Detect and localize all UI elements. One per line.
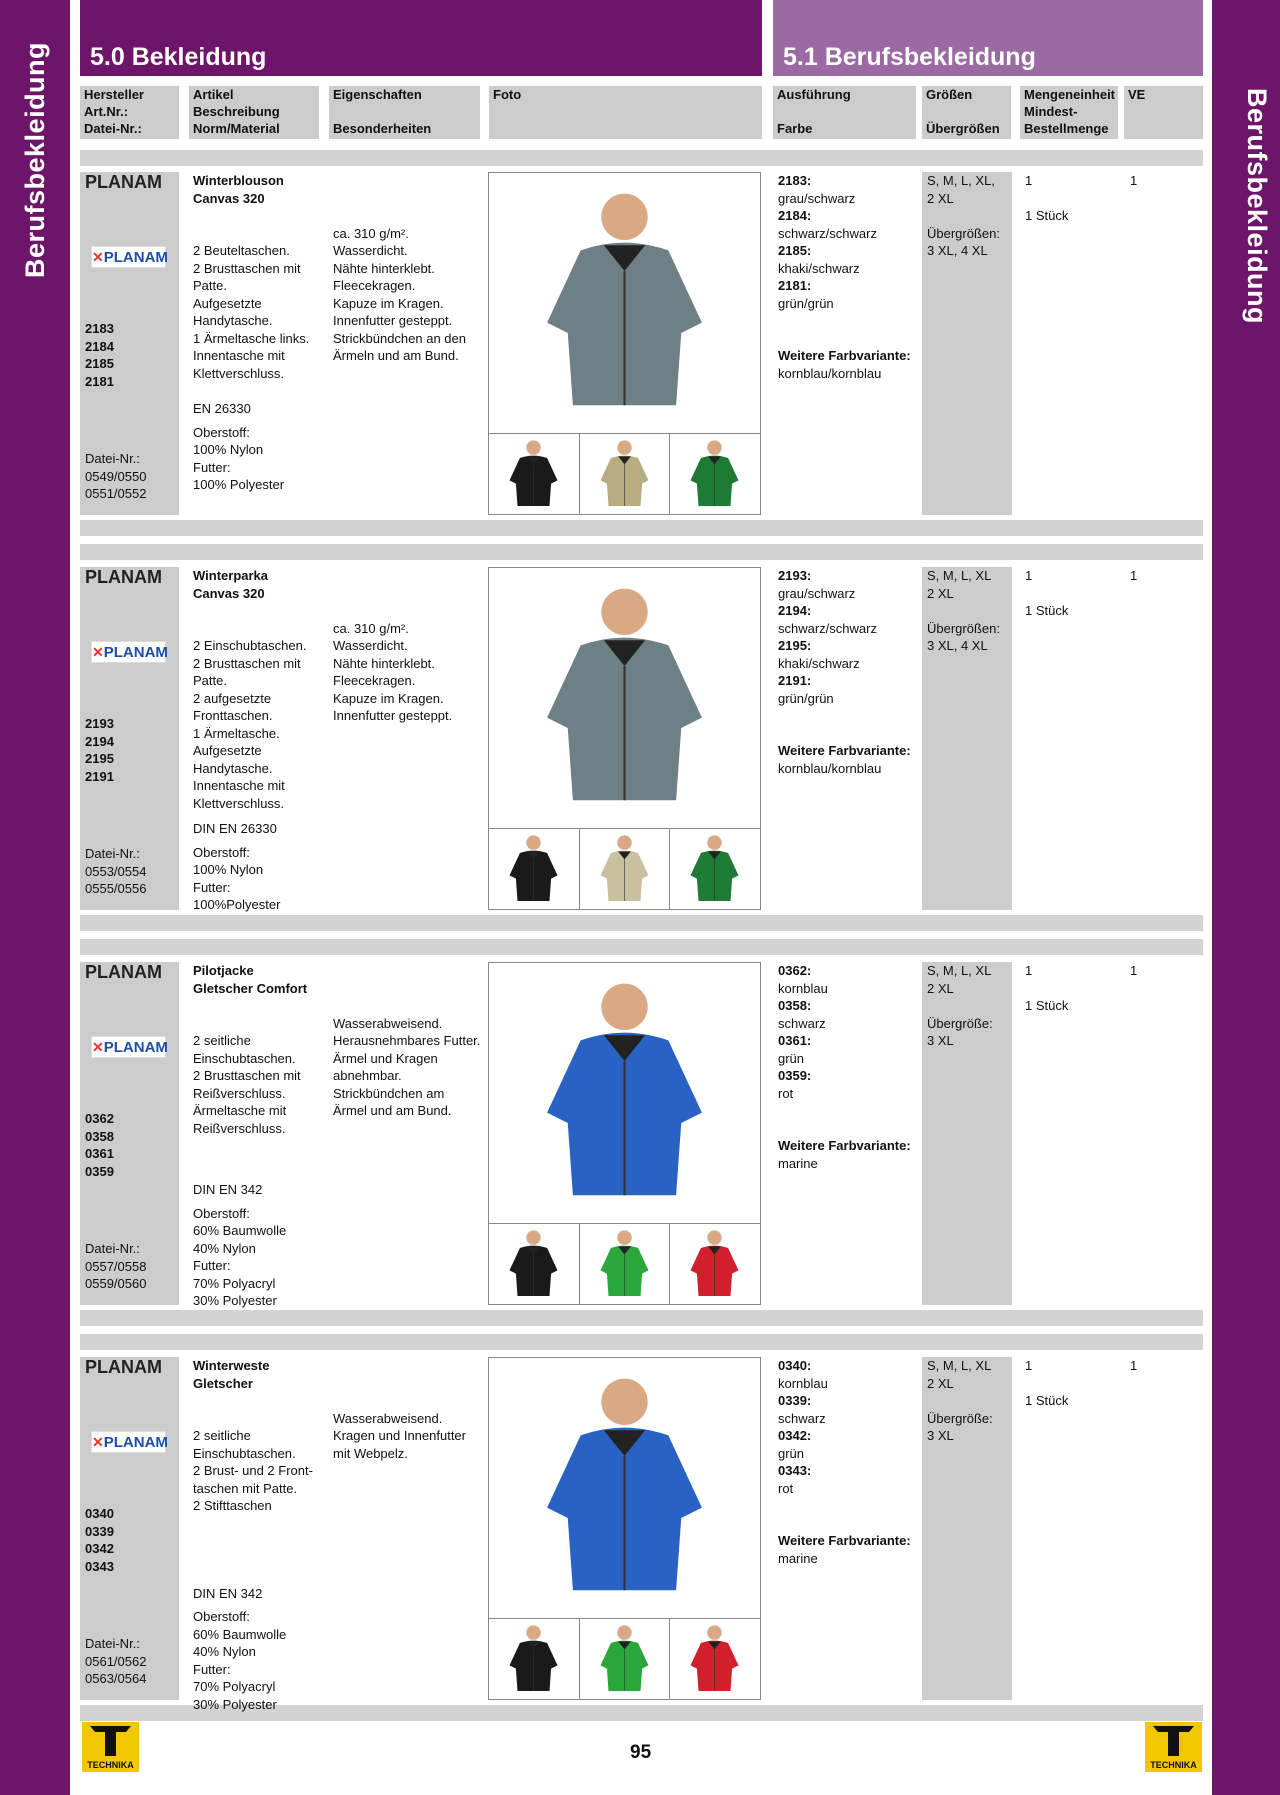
article-number: 0339 [85, 1523, 114, 1539]
right-side-band [1212, 0, 1280, 1795]
size-line: 2 XL [927, 585, 954, 601]
oversize-value: 3 XL, 4 XL [927, 243, 988, 258]
variant-color: schwarz/schwarz [778, 620, 877, 636]
property-line: Wasserabweisend. [333, 1015, 443, 1031]
property-line: Nähte hinterklebt. [333, 655, 435, 671]
main-product-image[interactable] [489, 173, 760, 433]
product-title-line: Canvas 320 [193, 190, 265, 206]
file-numbers [85, 450, 146, 503]
material-line: 70% Polyacryl [193, 1275, 276, 1291]
article-number: 0361 [85, 1146, 114, 1161]
file-number: 0563/0564 [85, 1671, 147, 1686]
property-line: Nähte hinterklebt. [333, 260, 435, 276]
thumbnail-image[interactable] [489, 1224, 580, 1305]
property-line: Wasserabweisend. [333, 1410, 443, 1426]
variants-cell [778, 172, 918, 382]
side-label-left: Berufsbekleidung [20, 41, 50, 278]
color-thumbnails [489, 828, 760, 910]
property-line: Wasserdicht. [333, 638, 408, 653]
oversize-value: 3 XL [927, 1428, 954, 1443]
thumbnail-image[interactable] [580, 1619, 671, 1700]
article-number: 2183 [85, 321, 114, 336]
description-cell [193, 962, 328, 1310]
property-line: Herausnehmbares Futter. [333, 1033, 481, 1048]
sizes-cell [922, 1357, 1012, 1700]
divider [80, 544, 1203, 560]
thumbnail-image[interactable] [670, 1619, 760, 1700]
variant-color: grau/schwarz [778, 585, 856, 601]
norm: DIN EN 342 [193, 1182, 263, 1197]
header-hersteller: Hersteller Art.Nr.: Datei-Nr.: [80, 86, 179, 139]
section-title-left: 5.0 Bekleidung [80, 0, 762, 76]
article-number: 2195 [85, 751, 114, 766]
planam-logo: ✕PLANAM [91, 246, 166, 268]
variant-code: 2181: [778, 278, 812, 293]
material-line: 70% Polyacryl [193, 1679, 276, 1694]
variant-code: 0343: [778, 1463, 812, 1478]
product-title [193, 1357, 328, 1392]
min-order: 1 Stück [1025, 208, 1069, 223]
thumbnail-image[interactable] [670, 1224, 760, 1305]
file-number: 0559/0560 [85, 1276, 147, 1291]
file-numbers [85, 1635, 146, 1688]
feature-line: 2 Beuteltaschen. [193, 243, 290, 258]
more-variants-label: Weitere Farbvariante: [778, 348, 911, 363]
product-title-line: Winterblouson [193, 173, 284, 188]
property-line: Innenfutter gesteppt. [333, 313, 453, 328]
material-line: 30% Polyester [193, 1293, 277, 1308]
ve-value: 1 [1130, 173, 1138, 188]
file-number: 0561/0562 [85, 1653, 147, 1669]
feature-line: 2 Brusttaschen mit [193, 655, 301, 671]
more-variants-value: kornblau/kornblau [778, 365, 882, 381]
file-numbers [85, 1240, 146, 1293]
ve-value: 1 [1130, 1358, 1138, 1373]
article-number: 0340 [85, 1506, 114, 1521]
property-line: mit Webpelz. [333, 1445, 408, 1461]
product-title-line: Winterparka [193, 568, 269, 583]
material-line: Oberstoff: [193, 1609, 250, 1624]
technika-logo-right: TECHNIKA [1145, 1722, 1202, 1772]
variant-code: 2183: [778, 173, 812, 188]
feature-line: 1 Ärmeltasche. [193, 725, 280, 741]
ve-value: 1 [1130, 568, 1138, 583]
feature-line: 2 aufgesetzte [193, 690, 272, 706]
oversize-value: 3 XL, 4 XL [927, 638, 988, 653]
variant-color: schwarz/schwarz [778, 225, 877, 241]
feature-line: Handytasche. [193, 760, 273, 776]
property-line: Fleecekragen. [333, 673, 416, 688]
divider [80, 939, 1203, 955]
oversize-value: 3 XL [927, 1033, 954, 1048]
variant-code: 0340: [778, 1358, 812, 1373]
color-thumbnails [489, 433, 760, 515]
variant-color: rot [778, 1480, 794, 1496]
more-variants-value: marine [778, 1155, 818, 1171]
feature-line: Aufgesetzte [193, 295, 262, 311]
sizes-cell [922, 567, 1012, 910]
variant-color: kornblau [778, 1375, 828, 1391]
color-thumbnails [489, 1618, 760, 1700]
header-foto: Foto [489, 86, 762, 139]
unit-cell [1025, 962, 1125, 1015]
ve-cell [1130, 172, 1170, 190]
variant-color: schwarz [778, 1410, 826, 1426]
technika-logo-left: TECHNIKA [82, 1722, 139, 1772]
article-numbers [85, 1110, 114, 1180]
material-line: 30% Polyester [193, 1696, 277, 1712]
feature-line: 1 Ärmeltasche links. [193, 330, 310, 346]
unit-cell [1025, 1357, 1125, 1410]
feature-line: Einschubtaschen. [193, 1050, 296, 1066]
feature-line: Klettverschluss. [193, 365, 285, 381]
feature-line: 2 seitliche [193, 1428, 251, 1443]
description-cell [193, 172, 328, 494]
main-product-image[interactable] [489, 1358, 760, 1618]
material-line: Futter: [193, 1661, 231, 1677]
planam-logo: ✕PLANAM [91, 641, 166, 663]
variant-color: grün [778, 1050, 805, 1066]
product-photo [488, 1357, 761, 1700]
header-artikel: Artikel Beschreibung Norm/Material [189, 86, 319, 139]
properties-cell [333, 172, 483, 365]
variants-cell [778, 567, 918, 777]
more-variants-value: kornblau/kornblau [778, 760, 882, 776]
variant-color: grau/schwarz [778, 190, 856, 206]
ve-value: 1 [1130, 963, 1138, 978]
property-line: abnehmbar. [333, 1068, 402, 1083]
product-entry [80, 962, 1203, 1307]
product-title-line: Pilotjacke [193, 963, 254, 978]
min-order: 1 Stück [1025, 998, 1069, 1013]
article-number: 0362 [85, 1111, 114, 1126]
thumbnail-image[interactable] [489, 829, 580, 910]
min-order: 1 Stück [1025, 1393, 1069, 1408]
article-numbers [85, 715, 114, 785]
variant-code: 2185: [778, 243, 812, 258]
thumbnail-image[interactable] [580, 1224, 671, 1305]
divider [80, 1334, 1203, 1350]
property-line: Innenfutter gesteppt. [333, 708, 453, 723]
material-line: 100% Nylon [193, 442, 264, 457]
thumbnail-image[interactable] [580, 829, 671, 910]
header-ve: VE [1124, 86, 1203, 139]
feature-line: 2 Stifttaschen [193, 1498, 272, 1513]
file-number: Datei-Nr.: [85, 846, 140, 861]
variant-color: khaki/schwarz [778, 655, 860, 671]
unit: 1 [1025, 173, 1033, 188]
variant-code: 0359: [778, 1068, 812, 1083]
divider [80, 1310, 1203, 1326]
ve-cell [1130, 962, 1170, 980]
feature-line: Innentasche mit [193, 348, 285, 363]
brand-name: PLANAM [85, 962, 162, 982]
property-line: Wasserdicht. [333, 243, 408, 258]
oversize-label: Übergröße: [927, 1410, 993, 1426]
material-line: 40% Nylon [193, 1644, 256, 1659]
ve-cell [1130, 567, 1170, 585]
size-line: S, M, L, XL, [927, 173, 995, 188]
feature-line: 2 seitliche [193, 1033, 251, 1048]
material-line: Futter: [193, 879, 231, 895]
article-numbers [85, 320, 114, 390]
material-line: 100% Nylon [193, 862, 264, 877]
material-list [193, 844, 328, 914]
oversize-label: Übergröße: [927, 1015, 993, 1031]
section-title-right: 5.1 Berufsbekleidung [773, 0, 1203, 76]
divider [80, 520, 1203, 536]
variant-code: 2193: [778, 568, 812, 583]
property-line: Kragen und Innenfutter [333, 1428, 466, 1443]
article-number: 0343 [85, 1558, 114, 1574]
feature-line: Handytasche. [193, 313, 273, 328]
property-line: Ärmel und Kragen [333, 1050, 438, 1066]
product-title-line: Winterweste [193, 1358, 270, 1373]
thumbnail-image[interactable] [670, 434, 760, 515]
brand-name: PLANAM [85, 567, 162, 587]
size-line: S, M, L, XL [927, 963, 992, 978]
thumbnail-image[interactable] [670, 829, 760, 910]
unit: 1 [1025, 568, 1033, 583]
feature-line: 2 Brusttaschen mit [193, 1068, 301, 1083]
size-line: 2 XL [927, 190, 954, 206]
product-entry [80, 567, 1203, 912]
file-number: 0549/0550 [85, 468, 147, 484]
main-product-image[interactable] [489, 963, 760, 1223]
product-photo [488, 567, 761, 910]
properties-cell [333, 567, 483, 725]
feature-line: 2 Brusttaschen mit [193, 260, 301, 276]
file-numbers [85, 845, 146, 898]
manufacturer-cell [80, 962, 179, 1305]
more-variants-value: marine [778, 1550, 818, 1566]
article-number: 0359 [85, 1163, 114, 1179]
file-number: Datei-Nr.: [85, 1636, 140, 1651]
article-number: 2191 [85, 768, 114, 784]
feature-line: Reißverschluss. [193, 1120, 286, 1136]
header-groessen: Größen Übergrößen [922, 86, 1011, 139]
file-number: 0551/0552 [85, 486, 147, 501]
thumbnail-image[interactable] [489, 434, 580, 515]
file-number: Datei-Nr.: [85, 451, 140, 466]
material-line: Oberstoff: [193, 424, 250, 440]
product-title [193, 567, 328, 602]
article-number: 2194 [85, 733, 114, 749]
article-number: 0342 [85, 1541, 114, 1556]
description-cell [193, 567, 328, 914]
sizes-cell [922, 172, 1012, 515]
header-eigenschaften: Eigenschaften Besonderheiten [329, 86, 480, 139]
color-thumbnails [489, 1223, 760, 1305]
file-number: 0553/0554 [85, 863, 147, 879]
product-title-line: Canvas 320 [193, 585, 265, 601]
feature-line: Patte. [193, 278, 227, 293]
page-number: 95 [630, 1742, 652, 1763]
manufacturer-cell [80, 567, 179, 910]
feature-line: Einschubtaschen. [193, 1445, 296, 1461]
feature-line: Innentasche mit [193, 778, 285, 793]
variants-cell [778, 962, 918, 1172]
more-variants-label: Weitere Farbvariante: [778, 743, 911, 758]
properties-cell [333, 962, 483, 1120]
property-line: Kapuze im Kragen. [333, 295, 444, 311]
variant-code: 2184: [778, 208, 812, 223]
article-number: 2185 [85, 356, 114, 371]
property-line: Strickbündchen an den [333, 330, 466, 346]
oversize-label: Übergrößen: [927, 225, 1000, 241]
header-ausfuehrung: Ausführung Farbe [773, 86, 916, 139]
divider [80, 150, 1203, 166]
thumbnail-image[interactable] [580, 434, 671, 515]
property-line: ca. 310 g/m². [333, 225, 409, 241]
main-product-image[interactable] [489, 568, 760, 828]
variant-color: khaki/schwarz [778, 260, 860, 276]
feature-list [193, 242, 328, 382]
feature-line: 2 Brust- und 2 Front- [193, 1463, 313, 1478]
planam-logo: ✕PLANAM [91, 1036, 166, 1058]
unit: 1 [1025, 963, 1033, 978]
description-cell [193, 1357, 328, 1713]
manufacturer-cell [80, 1357, 179, 1700]
min-order: 1 Stück [1025, 603, 1069, 618]
unit: 1 [1025, 1358, 1033, 1373]
material-line: Futter: [193, 459, 231, 475]
product-title-line: Gletscher [193, 1375, 253, 1391]
divider [80, 915, 1203, 931]
feature-line: Reißverschluss. [193, 1085, 286, 1101]
feature-line: Fronttaschen. [193, 708, 273, 723]
article-number: 2193 [85, 716, 114, 731]
file-number: Datei-Nr.: [85, 1241, 140, 1256]
article-number: 2181 [85, 373, 114, 389]
feature-line: taschen mit Patte. [193, 1480, 298, 1496]
material-line: Futter: [193, 1258, 231, 1273]
article-numbers [85, 1505, 114, 1575]
product-photo [488, 172, 761, 515]
feature-list [193, 1032, 328, 1137]
oversize-label: Übergrößen: [927, 620, 1000, 636]
property-line: Kapuze im Kragen. [333, 690, 444, 706]
variant-code: 0362: [778, 963, 812, 978]
variant-code: 0361: [778, 1033, 812, 1048]
variants-cell [778, 1357, 918, 1567]
unit-cell [1025, 567, 1125, 620]
more-variants-label: Weitere Farbvariante: [778, 1138, 911, 1153]
property-line: Ärmeln und am Bund. [333, 348, 459, 363]
variant-code: 2194: [778, 603, 812, 618]
material-line: Oberstoff: [193, 844, 250, 860]
product-title [193, 172, 328, 207]
feature-line: Klettverschluss. [193, 795, 285, 811]
manufacturer-cell [80, 172, 179, 515]
norm: DIN EN 342 [193, 1585, 263, 1601]
variant-code: 2191: [778, 673, 812, 688]
product-title-line: Gletscher Comfort [193, 980, 308, 996]
variant-color: grün/grün [778, 690, 834, 706]
property-line: ca. 310 g/m². [333, 620, 409, 636]
product-entry [80, 1357, 1203, 1712]
material-list [193, 424, 328, 494]
planam-logo: ✕PLANAM [91, 1431, 166, 1453]
variant-color: grün [778, 1445, 805, 1461]
material-line: 40% Nylon [193, 1240, 256, 1256]
variant-color: rot [778, 1085, 794, 1101]
feature-line: Patte. [193, 673, 227, 688]
size-line: S, M, L, XL [927, 568, 992, 583]
material-line: 100%Polyester [193, 897, 281, 912]
material-line: Oberstoff: [193, 1205, 250, 1221]
brand-name: PLANAM [85, 1357, 162, 1377]
article-number: 0358 [85, 1128, 114, 1144]
properties-cell [333, 1357, 483, 1462]
thumbnail-image[interactable] [489, 1619, 580, 1700]
material-line: 100% Polyester [193, 477, 285, 492]
variant-code: 2195: [778, 638, 812, 653]
property-line: Strickbündchen am [333, 1085, 445, 1101]
left-side-band [0, 0, 70, 1795]
material-line: 60% Baumwolle [193, 1223, 287, 1238]
feature-list [193, 637, 328, 812]
feature-line: Aufgesetzte [193, 743, 262, 758]
size-line: S, M, L, XL [927, 1358, 992, 1373]
product-entry [80, 172, 1203, 517]
material-list [193, 1205, 328, 1310]
file-number: 0557/0558 [85, 1258, 147, 1274]
norm: EN 26330 [193, 401, 251, 416]
variant-color: kornblau [778, 980, 828, 996]
feature-list [193, 1427, 328, 1515]
property-line: Ärmel und am Bund. [333, 1103, 452, 1118]
product-title [193, 962, 328, 997]
ve-cell [1130, 1357, 1170, 1375]
feature-line: Ärmeltasche mit [193, 1103, 287, 1118]
norm: DIN EN 26330 [193, 821, 277, 836]
sizes-cell [922, 962, 1012, 1305]
feature-line: 2 Einschubtaschen. [193, 638, 307, 653]
variant-code: 0358: [778, 998, 812, 1013]
variant-color: schwarz [778, 1015, 826, 1031]
side-label-right: Berufsbekleidung [1242, 88, 1272, 325]
product-photo [488, 962, 761, 1305]
more-variants-label: Weitere Farbvariante: [778, 1533, 911, 1548]
variant-code: 0339: [778, 1393, 812, 1408]
variant-color: grün/grün [778, 295, 834, 311]
article-number: 2184 [85, 338, 114, 354]
size-line: 2 XL [927, 1375, 954, 1391]
variant-code: 0342: [778, 1428, 812, 1443]
header-mengeneinheit: Mengeneinheit Mindest- Bestellmenge [1020, 86, 1118, 139]
file-number: 0555/0556 [85, 881, 147, 896]
material-list [193, 1608, 328, 1713]
property-line: Fleecekragen. [333, 278, 416, 293]
material-line: 60% Baumwolle [193, 1626, 287, 1642]
unit-cell [1025, 172, 1125, 225]
size-line: 2 XL [927, 980, 954, 996]
brand-name: PLANAM [85, 172, 162, 192]
